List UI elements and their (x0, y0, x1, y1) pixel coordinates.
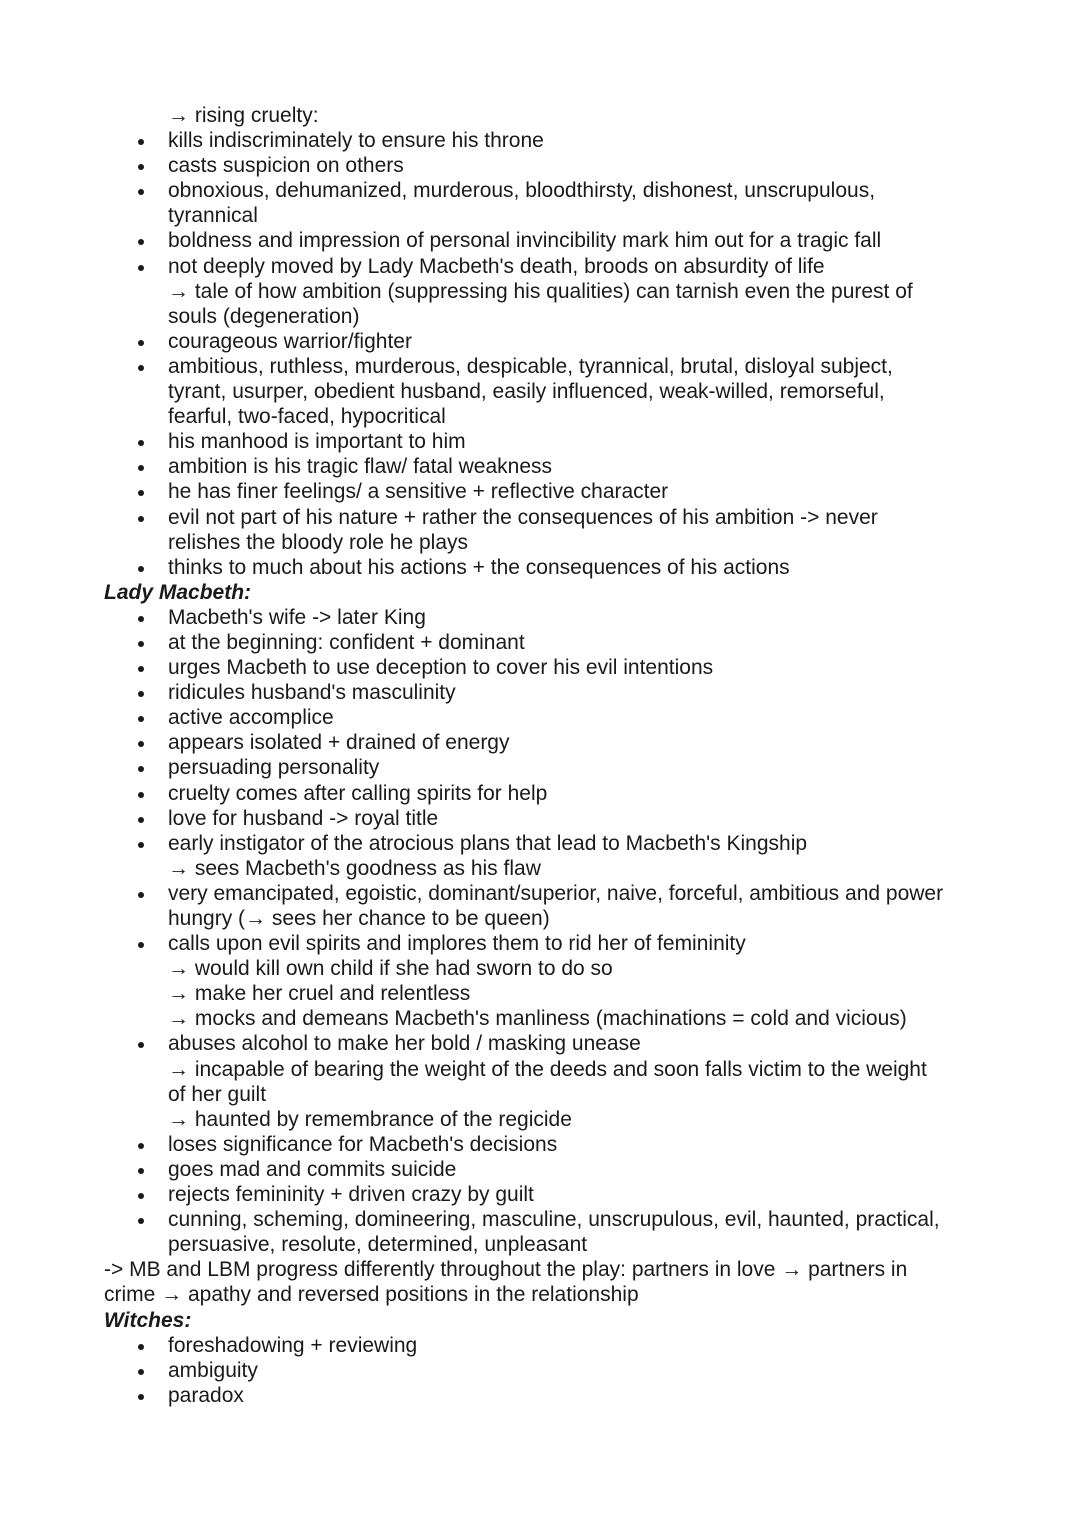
bullet-item: obnoxious, dehumanized, murderous, bloodthirsty, dishonest, unscrupulous, (104, 178, 1004, 203)
continuation-line: hungry (→ sees her chance to be queen) (168, 907, 550, 930)
lady-macbeth-traits-list (104, 605, 1004, 1257)
witches-heading: Witches: (104, 1308, 192, 1332)
continuation-line: → would kill own child if she had sworn to do so (168, 957, 613, 981)
continuation-line: souls (degeneration) (168, 304, 360, 328)
bullet-item: calls upon evil spirits and implores them to rid her of femininity (104, 931, 1004, 956)
notes-content (104, 103, 1004, 1408)
bullet-item: abuses alcohol to make her bold / masking unease (104, 1031, 1004, 1056)
macbeth-traits-list (104, 103, 1004, 580)
bullet-item: evil not part of his nature + rather the consequences of his ambition -> never (104, 505, 1004, 530)
bullet-item: rejects femininity + driven crazy by guilt (104, 1182, 1004, 1207)
bullet-item: persuading personality (104, 755, 1004, 780)
bullet-item: ambiguity (104, 1358, 1004, 1383)
continuation-line: → incapable of bearing the weight of the deeds and soon falls victim to the weight (168, 1057, 927, 1081)
bullet-item: appears isolated + drained of energy (104, 730, 1004, 755)
continuation-line: fearful, two-faced, hypocritical (168, 405, 446, 429)
witches-traits-list (104, 1333, 1004, 1408)
continuation-line: → tale of how ambition (suppressing his qualities) can tarnish even the purest of (168, 279, 913, 303)
bullet-item: ridicules husband's masculinity (104, 680, 1004, 705)
bullet-item: cruelty comes after calling spirits for help (104, 781, 1004, 806)
bullet-item: urges Macbeth to use deception to cover his evil intentions (104, 655, 1004, 680)
summary-line: -> MB and LBM progress differently throughout the play: partners in love → partners in (104, 1258, 908, 1282)
bullet-item: his manhood is important to him (104, 429, 1004, 454)
bullet-item: cunning, scheming, domineering, masculine, unscrupulous, evil, haunted, practical, (104, 1207, 1004, 1232)
continuation-line: → sees Macbeth's goodness as his flaw (168, 856, 541, 880)
lady-macbeth-heading: Lady Macbeth: (104, 580, 252, 604)
continuation-line: of her guilt (168, 1082, 267, 1106)
continuation-line: → mocks and demeans Macbeth's manliness (machinations = cold and vicious) (168, 1007, 907, 1031)
continuation-line: tyrannical (168, 204, 258, 228)
continuation-line: → haunted by remembrance of the regicide (168, 1107, 572, 1131)
bullet-item: Macbeth's wife -> later King (104, 605, 1004, 630)
bullet-item: thinks to much about his actions + the consequences of his actions (104, 555, 1004, 580)
continuation-line: → make her cruel and relentless (168, 982, 471, 1006)
bullet-item: love for husband -> royal title (104, 806, 1004, 831)
continuation-line: relishes the bloody role he plays (168, 530, 469, 554)
bullet-item: ambition is his tragic flaw/ fatal weakness (104, 454, 1004, 479)
bullet-item: ambitious, ruthless, murderous, despicable, tyrannical, brutal, disloyal subject, (104, 354, 1004, 379)
bullet-item: loses significance for Macbeth's decisions (104, 1132, 1004, 1157)
bullet-item: he has finer feelings/ a sensitive + reflective character (104, 479, 1004, 504)
bullet-item: at the beginning: confident + dominant (104, 630, 1004, 655)
bullet-item: active accomplice (104, 705, 1004, 730)
bullet-item: foreshadowing + reviewing (104, 1333, 1004, 1358)
bullet-item: not deeply moved by Lady Macbeth's death, broods on absurdity of life (104, 254, 1004, 279)
bullet-item: goes mad and commits suicide (104, 1157, 1004, 1182)
continuation-line: persuasive, resolute, determined, unpleasant (168, 1233, 588, 1257)
continuation-line: → rising cruelty: (168, 104, 319, 127)
relationship-summary (104, 1257, 1004, 1307)
bullet-item: paradox (104, 1383, 1004, 1408)
bullet-item: very emancipated, egoistic, dominant/superior, naive, forceful, ambitious and power (104, 881, 1004, 906)
summary-line: crime → apathy and reversed positions in the relationship (104, 1283, 639, 1307)
bullet-item: boldness and impression of personal invincibility mark him out for a tragic fall (104, 228, 1004, 253)
bullet-item: kills indiscriminately to ensure his throne (104, 128, 1004, 153)
continuation-line: tyrant, usurper, obedient husband, easily influenced, weak-willed, remorseful, (168, 380, 885, 404)
bullet-item: casts suspicion on others (104, 153, 1004, 178)
bullet-item: courageous warrior/fighter (104, 329, 1004, 354)
bullet-item: early instigator of the atrocious plans that lead to Macbeth's Kingship (104, 831, 1004, 856)
